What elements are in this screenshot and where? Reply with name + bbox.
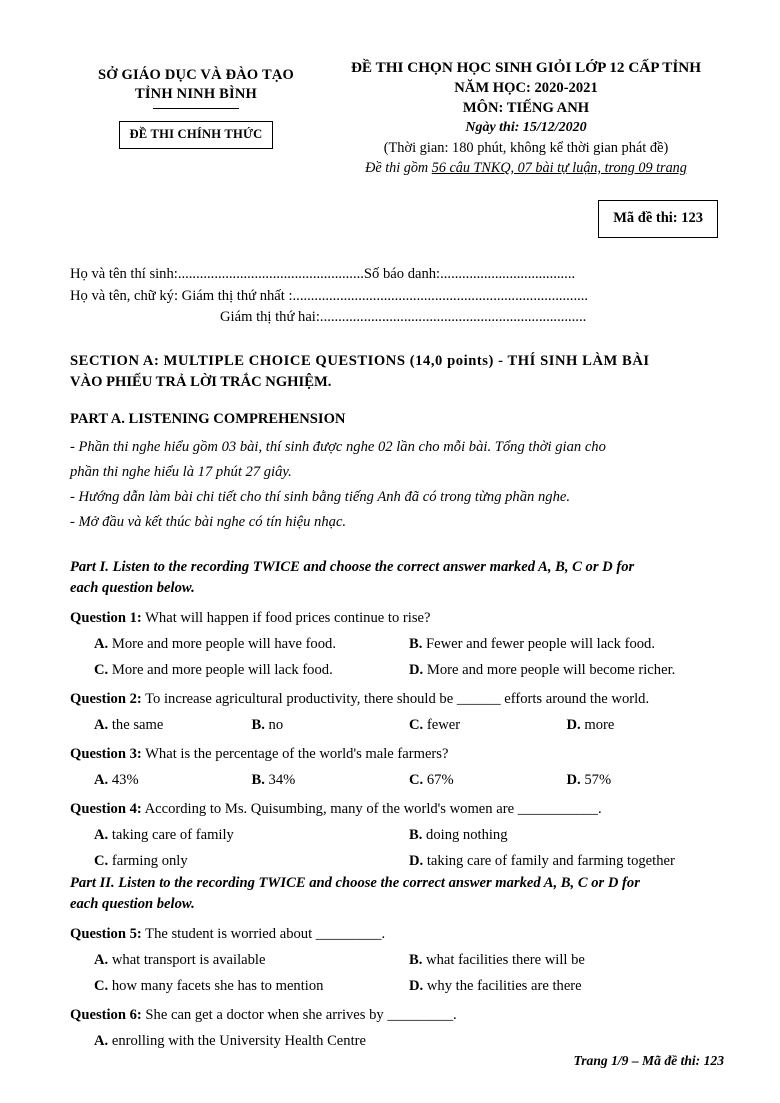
invigilator-1-row[interactable]: Họ và tên, chữ ký: Giám thị thứ nhất :................................................................................. — [70, 287, 589, 304]
question-3-option-b-text: 34% — [268, 771, 296, 788]
question-2-text: To increase agricultural productivity, there should be ______ efforts around the world. — [145, 690, 650, 707]
part-a-note-2: - Hướng dẫn làm bài chi tiết cho thí sinh bằng tiếng Anh đã có trong từng phần nghe. — [70, 488, 570, 505]
question-3-option-c-text: 67% — [426, 771, 454, 788]
question-4-option-d[interactable] — [409, 851, 724, 871]
part-1-heading-line1: Part I. Listen to the recording TWICE and choose the correct answer marked A, B, C or D for — [70, 558, 635, 575]
part-a-heading: PART A. LISTENING COMPREHENSION — [70, 410, 346, 427]
question-1-option-a[interactable] — [94, 634, 409, 654]
invigilator-2-row[interactable]: Giám thị thứ hai:......................................................................... — [220, 309, 587, 325]
question-5-text: The student is worried about _________. — [145, 925, 386, 942]
question-6-text: She can get a doctor when she arrives by _________. — [145, 1006, 457, 1023]
part-2-heading-line1: Part II. Listen to the recording TWICE and choose the correct answer marked A, B, C or D for — [70, 874, 640, 891]
question-2-option-c-letter: C. — [409, 716, 424, 733]
part-1-heading — [70, 557, 724, 599]
candidate-sbd-field[interactable]: ..................................... — [440, 266, 576, 282]
question-4-option-a[interactable] — [94, 825, 409, 845]
question-6 — [70, 1005, 724, 1025]
candidate-name-row — [70, 264, 724, 286]
exam-code-row — [70, 200, 724, 238]
question-1-option-c-text: More and more people will lack food. — [111, 661, 333, 678]
question-5-option-d[interactable] — [409, 976, 724, 996]
question-5-option-a-letter: A. — [94, 951, 109, 968]
question-2-option-b[interactable] — [252, 715, 410, 735]
section-a-heading-line2: VÀO PHIẾU TRẢ LỜI TRẮC NGHIỆM. — [70, 373, 332, 390]
candidate-name-label: Họ và tên thí sinh: — [70, 266, 178, 282]
question-1-option-b[interactable] — [409, 634, 724, 654]
exam-duration: (Thời gian: 180 phút, không kể thời gian phát đề) — [383, 140, 669, 156]
question-4-option-d-letter: D. — [409, 852, 424, 869]
question-4-option-c[interactable] — [94, 851, 409, 871]
question-3-option-d-text: 57% — [584, 771, 612, 788]
candidate-info — [70, 264, 724, 329]
question-1-option-d-text: More and more people will become richer. — [426, 661, 676, 678]
question-4 — [70, 799, 724, 819]
question-1-label: Question 1: — [70, 609, 142, 626]
question-1-options-row1 — [70, 634, 724, 654]
part-a-note-1: phần thi nghe hiểu là 17 phút 27 giây. — [70, 463, 292, 480]
question-3-options — [70, 770, 724, 790]
section-a-heading — [70, 351, 724, 393]
part-2-heading — [70, 873, 724, 915]
question-1 — [70, 608, 724, 628]
question-5-option-d-letter: D. — [409, 977, 424, 994]
question-3-option-a-text: 43% — [111, 771, 139, 788]
exam-title: ĐỀ THI CHỌN HỌC SINH GIỎI LỚP 12 CẤP TỈNH — [350, 59, 702, 76]
question-2-option-a-letter: A. — [94, 716, 109, 733]
question-5-option-b-letter: B. — [409, 951, 423, 968]
header-left-block — [70, 58, 322, 149]
question-1-option-d-letter: D. — [409, 661, 424, 678]
part-2-heading-line2: each question below. — [70, 895, 195, 912]
question-3-option-a[interactable] — [94, 770, 252, 790]
question-5-option-c-text: how many facets she has to mention — [111, 977, 324, 994]
question-1-option-a-letter: A. — [94, 635, 109, 652]
question-5-options-row2 — [70, 976, 724, 996]
exam-composition — [328, 158, 724, 178]
question-3-option-b[interactable] — [252, 770, 410, 790]
question-5-option-a-text: what transport is available — [111, 951, 266, 968]
department-name-line1: SỞ GIÁO DỤC VÀ ĐÀO TẠO — [97, 67, 294, 83]
subject: MÔN: TIẾNG ANH — [462, 100, 590, 116]
question-5-label: Question 5: — [70, 925, 142, 942]
question-6-label: Question 6: — [70, 1006, 142, 1023]
question-3-option-c[interactable] — [409, 770, 567, 790]
question-5 — [70, 924, 724, 944]
question-2-label: Question 2: — [70, 690, 142, 707]
question-4-option-a-letter: A. — [94, 826, 109, 843]
question-6-option-a-letter: A. — [94, 1032, 109, 1049]
official-exam-badge: ĐỀ THI CHÍNH THỨC — [119, 121, 274, 149]
question-4-label: Question 4: — [70, 800, 142, 817]
exam-composition-underline: 56 câu TNKQ, 07 bài tự luận, trong 09 trang — [431, 160, 687, 176]
question-1-options-row2 — [70, 660, 724, 680]
school-year: NĂM HỌC: 2020-2021 — [454, 80, 598, 96]
question-3-text: What is the percentage of the world's male farmers? — [145, 745, 449, 762]
question-2-option-b-letter: B. — [251, 716, 265, 733]
question-1-option-b-text: Fewer and fewer people will lack food. — [426, 635, 656, 652]
exam-composition-prefix: Đề thi gồm — [365, 160, 432, 176]
question-2-option-c[interactable] — [409, 715, 567, 735]
question-2-option-d-text: more — [584, 716, 615, 733]
question-6-option-a-text: enrolling with the University Health Centre — [111, 1032, 366, 1049]
question-3-label: Question 3: — [70, 745, 142, 762]
question-5-options-row1 — [70, 950, 724, 970]
question-5-option-d-text: why the facilities are there — [426, 977, 582, 994]
question-1-option-a-text: More and more people will have food. — [111, 635, 336, 652]
question-4-option-c-letter: C. — [94, 852, 109, 869]
question-2 — [70, 689, 724, 709]
question-4-option-c-text: farming only — [111, 852, 188, 869]
header-divider — [153, 108, 239, 109]
question-2-option-d-letter: D. — [566, 716, 581, 733]
question-4-option-b-text: doing nothing — [426, 826, 508, 843]
question-2-option-c-text: fewer — [426, 716, 461, 733]
question-2-option-a-text: the same — [111, 716, 164, 733]
question-3 — [70, 744, 724, 764]
header-right-block — [322, 58, 724, 178]
question-5-option-c[interactable] — [94, 976, 409, 996]
question-1-option-c-letter: C. — [94, 661, 109, 678]
question-1-text: What will happen if food prices continue to rise? — [145, 609, 431, 626]
question-4-options-row2 — [70, 851, 724, 871]
part-a-notes — [70, 435, 724, 535]
question-4-options-row1 — [70, 825, 724, 845]
part-a-note-0: - Phần thi nghe hiểu gồm 03 bài, thí sinh được nghe 02 lần cho mỗi bài. Tổng thời gian cho — [70, 438, 606, 455]
question-6-options-row1 — [70, 1031, 724, 1051]
question-5-option-a[interactable] — [94, 950, 409, 970]
question-4-option-b[interactable] — [409, 825, 724, 845]
question-1-option-b-letter: B. — [409, 635, 423, 652]
candidate-sbd-label: Số báo danh: — [363, 266, 441, 282]
question-3-option-c-letter: C. — [409, 771, 424, 788]
question-4-option-a-text: taking care of family — [111, 826, 234, 843]
question-3-option-d[interactable] — [567, 770, 725, 790]
question-3-option-a-letter: A. — [94, 771, 109, 788]
question-2-option-b-text: no — [268, 716, 284, 733]
question-2-options — [70, 715, 724, 735]
document-header — [70, 58, 724, 178]
section-a-heading-line1: SECTION A: MULTIPLE CHOICE QUESTIONS (14,0 points) - THÍ SINH LÀM BÀI — [70, 352, 650, 369]
question-1-option-d[interactable] — [409, 660, 724, 680]
exam-date: Ngày thi: 15/12/2020 — [465, 120, 587, 135]
question-5-option-b[interactable] — [409, 950, 724, 970]
question-4-option-b-letter: B. — [409, 826, 423, 843]
part-1-heading-line2: each question below. — [70, 579, 195, 596]
question-3-option-d-letter: D. — [566, 771, 581, 788]
question-1-option-c[interactable] — [94, 660, 409, 680]
question-2-option-d[interactable] — [567, 715, 725, 735]
department-name-line2: TỈNH NINH BÌNH — [134, 86, 258, 102]
part-a-note-3: - Mở đầu và kết thúc bài nghe có tín hiệu nhạc. — [70, 513, 347, 530]
question-3-option-b-letter: B. — [251, 771, 265, 788]
question-6-option-a[interactable] — [94, 1031, 409, 1051]
page-footer: Trang 1/9 – Mã đề thi: 123 — [573, 1053, 724, 1068]
question-4-text: According to Ms. Quisumbing, many of the world's women are ___________. — [144, 800, 602, 817]
question-5-option-c-letter: C. — [94, 977, 109, 994]
exam-code-box: Mã đề thi: 123 — [598, 200, 718, 238]
question-5-option-b-text: what facilities there will be — [426, 951, 585, 968]
question-2-option-a[interactable] — [94, 715, 252, 735]
candidate-name-field[interactable]: ................................................... — [177, 266, 364, 282]
question-4-option-d-text: taking care of family and farming together — [426, 852, 675, 869]
